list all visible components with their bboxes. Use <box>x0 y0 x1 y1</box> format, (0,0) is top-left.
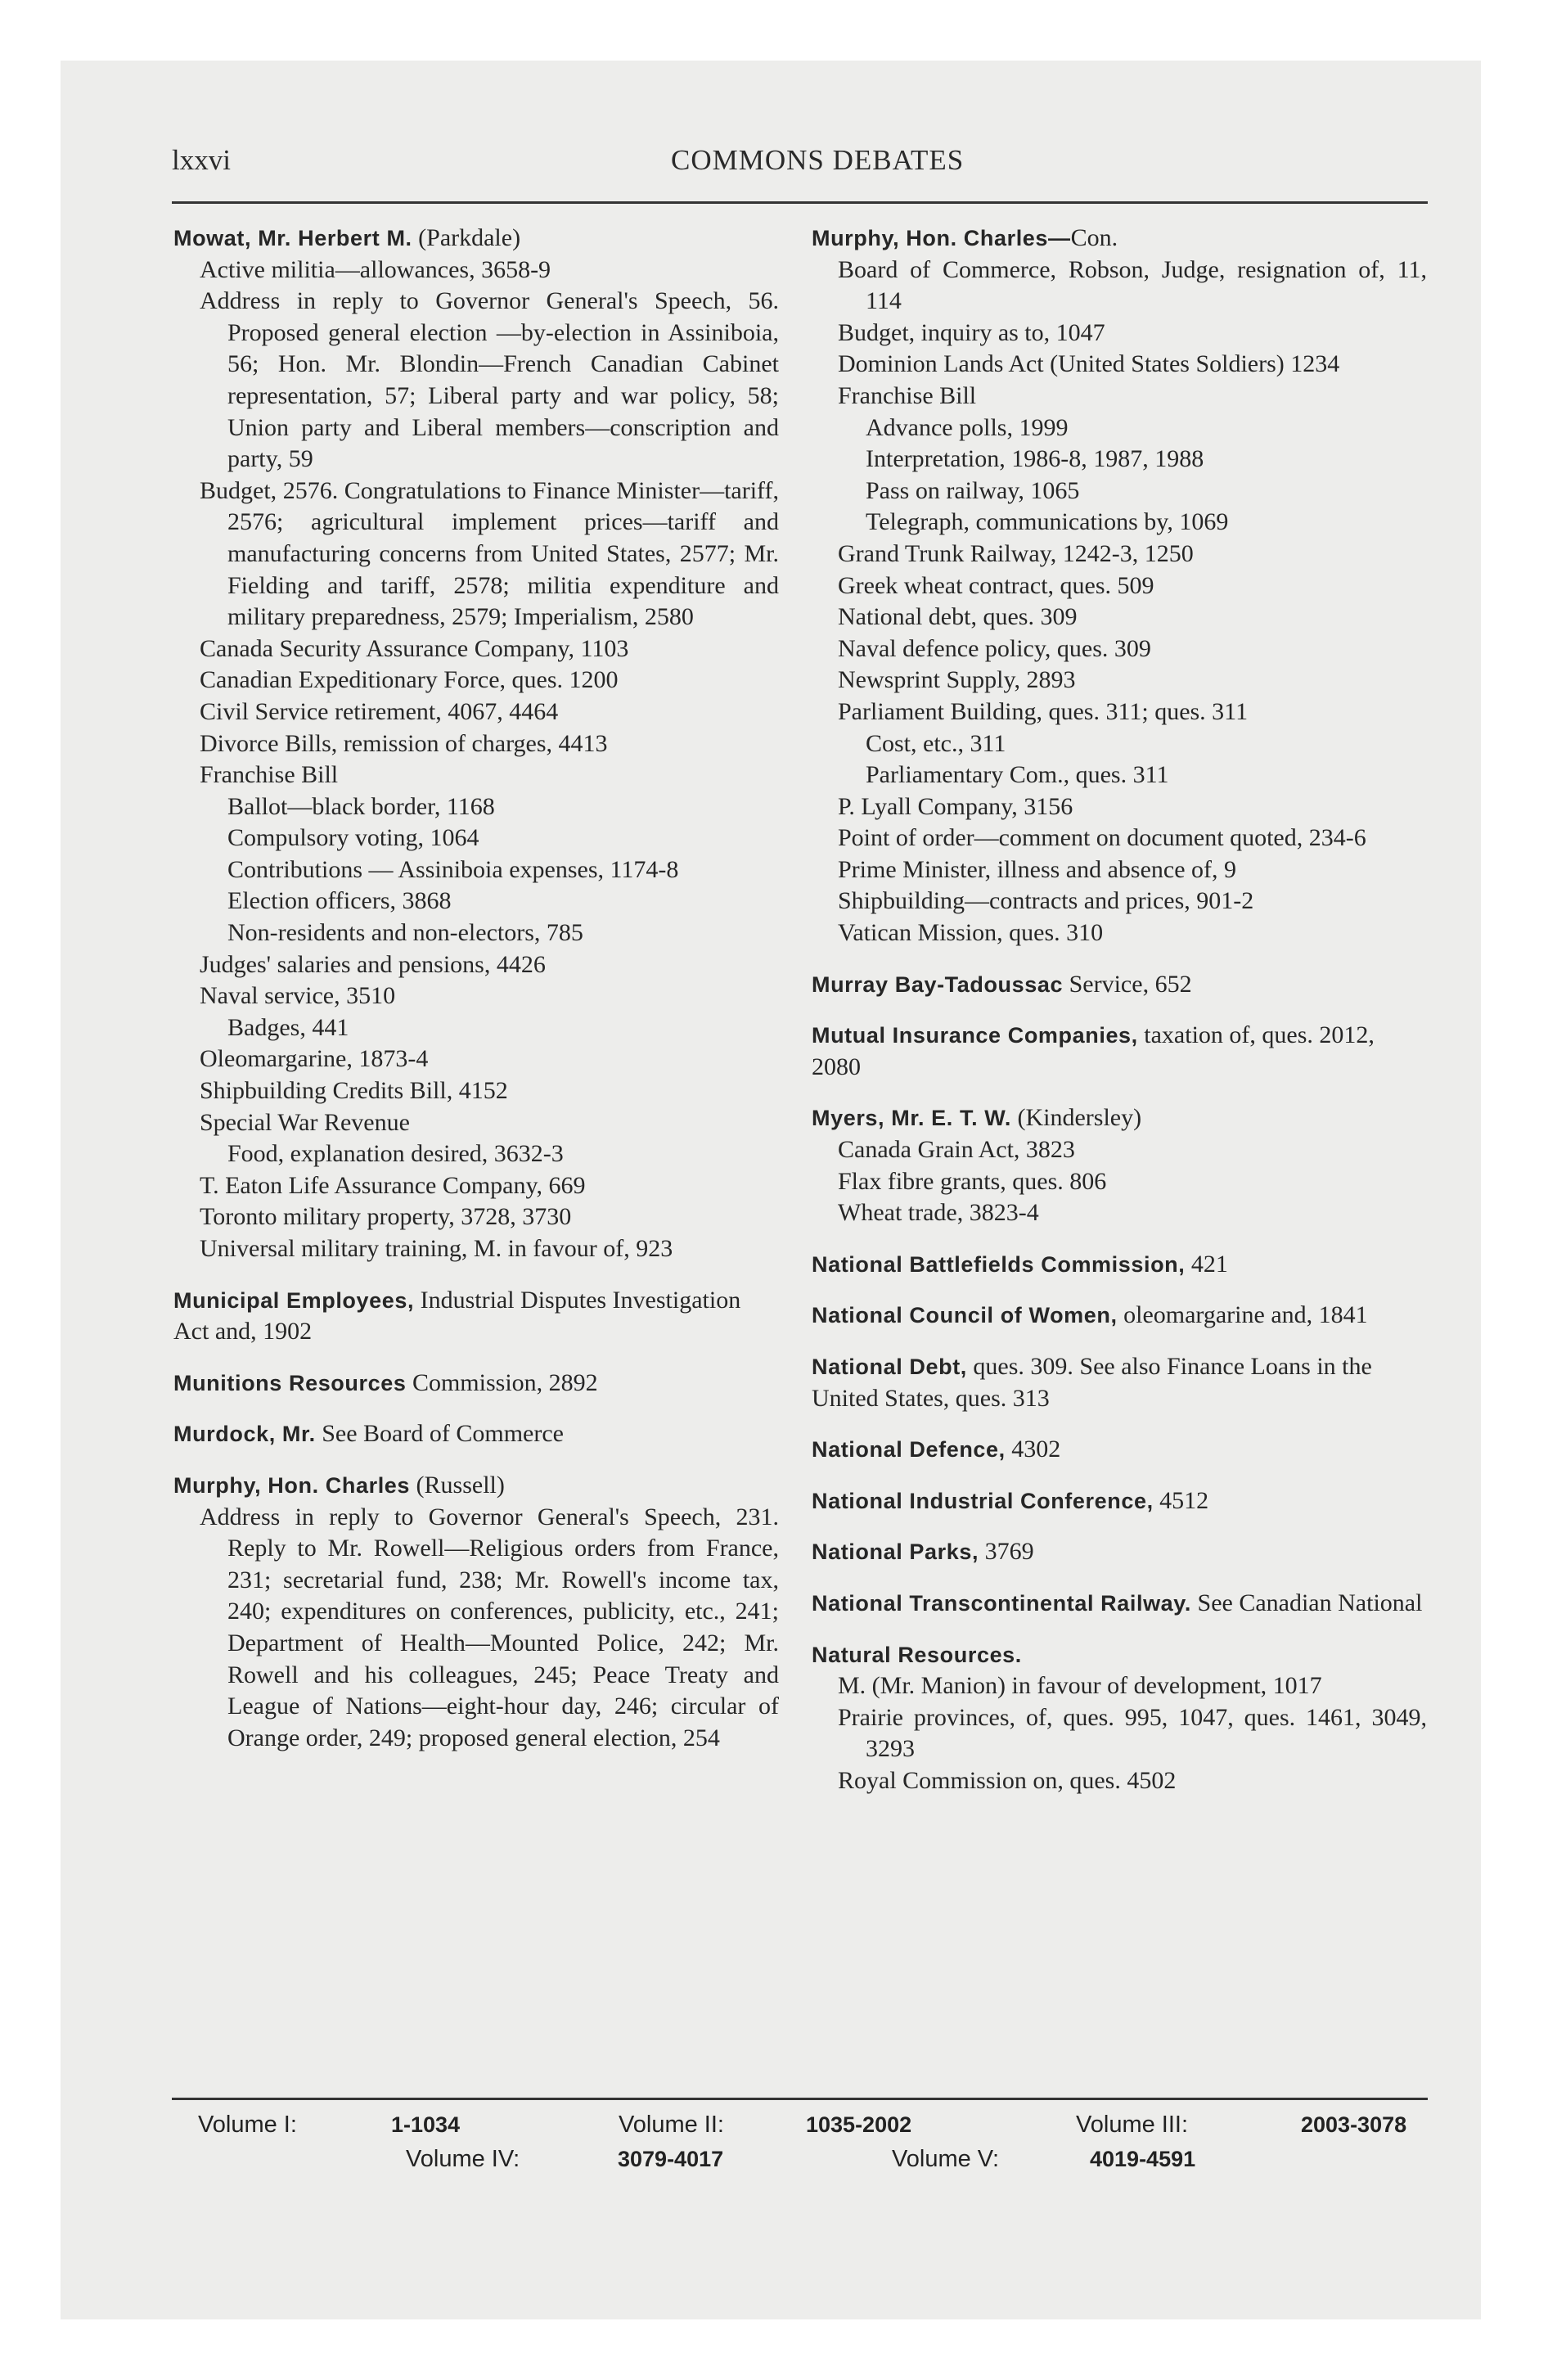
entry-heading <box>812 1249 1427 1281</box>
entry-heading <box>812 1588 1427 1620</box>
subentry: Franchise Bill <box>200 761 339 789</box>
index-entry <box>812 1020 1427 1083</box>
subentry: Address in reply to Governor General's Speech, 231. Reply to Mr. Rowell—Religious orders from France, 231; secretarial fund, 238; Mr. Rowell's income tax, 240; expenditures on conferences, publicity, etc., 241; Department of Health—Mounted Police, 242; Mr. Rowell and his colleagues, 245; Peace Treaty and League of Nations—eight-hour day, 246; circular of Orange order, 249; proposed general election, 254 <box>200 1503 779 1751</box>
sub-subentry: Election officers, 3868 <box>227 887 452 915</box>
sub-subentry: Pass on railway, 1065 <box>866 476 1080 504</box>
entry-name: Natural Resources. <box>812 1642 1022 1667</box>
entry-heading <box>173 1368 779 1400</box>
sub-subentry: Badges, 441 <box>227 1013 349 1041</box>
entry-heading <box>812 1351 1427 1414</box>
volume-key-footer <box>172 2107 1428 2188</box>
subentry: Shipbuilding Credits Bill, 4152 <box>200 1077 508 1105</box>
subentry: Shipbuilding—contracts and prices, 901-2 <box>838 887 1254 915</box>
sub-subentry: Contributions — Assiniboia expenses, 1174-8 <box>227 855 679 883</box>
sub-subentry: Ballot—black border, 1168 <box>227 792 495 820</box>
index-entry <box>812 1102 1427 1228</box>
volume-5-range: 4019-4591 <box>1090 2147 1196 2171</box>
subentry: Naval service, 3510 <box>200 982 396 1010</box>
subentry: Canada Security Assurance Company, 1103 <box>200 634 629 662</box>
volume-4-range: 3079-4017 <box>618 2147 724 2171</box>
subentry: Canada Grain Act, 3823 <box>838 1136 1075 1164</box>
subentry: Prairie provinces, of, ques. 995, 1047, ques. 1461, 3049, 3293 <box>838 1703 1427 1763</box>
index-entry <box>812 223 1427 949</box>
volume-2-range: 1035-2002 <box>806 2112 912 2137</box>
subentry: Franchise Bill <box>838 381 977 409</box>
entry-detail: ques. 309. See also Finance Loans in the United States, ques. 313 <box>812 1353 1372 1412</box>
entry-name: National Industrial Conference, <box>812 1488 1154 1513</box>
subentry: National debt, ques. 309 <box>838 603 1078 631</box>
index-entry <box>812 1639 1427 1797</box>
sub-subentry: Compulsory voting, 1064 <box>227 824 479 852</box>
entry-name: National Transcontinental Railway. <box>812 1590 1192 1616</box>
entry-name: Murphy, Hon. Charles <box>173 1472 411 1498</box>
entry-detail: Industrial Disputes Investigation Act and, 1902 <box>173 1286 741 1346</box>
subentry: T. Eaton Life Assurance Company, 669 <box>200 1171 586 1199</box>
index-entry <box>812 1588 1427 1620</box>
subentry: P. Lyall Company, 3156 <box>838 792 1073 820</box>
subentry: Address in reply to Governor General's Speech, 56. Proposed general election —by-election in Assiniboia, 56; Hon. Mr. Blondin—French Canadian Cabinet representation, 57; Liberal party and war policy, 58; Union party and Liberal members—conscription and party, 59 <box>200 287 779 473</box>
entry-detail: 4512 <box>1153 1486 1209 1514</box>
header-rule <box>172 201 1428 204</box>
subentry: Greek wheat contract, ques. 509 <box>838 571 1154 599</box>
index-entry <box>812 969 1427 1001</box>
sub-subentry: Non-residents and non-electors, 785 <box>227 919 583 947</box>
subentry: Judges' salaries and pensions, 4426 <box>200 950 546 978</box>
entry-name: National Debt, <box>812 1355 967 1379</box>
volume-1-label: Volume I: <box>198 2112 297 2138</box>
subentry: Civil Service retirement, 4067, 4464 <box>200 697 559 725</box>
entry-detail: 4302 <box>1005 1436 1061 1463</box>
entry-detail: oleomargarine and, 1841 <box>1117 1301 1368 1329</box>
volume-5-label: Volume V: <box>892 2146 1000 2172</box>
index-entry <box>812 1434 1427 1466</box>
entry-heading <box>812 223 1427 255</box>
entry-name: Murphy, Hon. Charles— <box>812 226 1071 250</box>
subentry: Parliament Building, ques. 311; ques. 311 <box>838 697 1249 725</box>
entry-heading <box>173 1285 779 1348</box>
index-entry <box>812 1249 1427 1281</box>
entry-name: National Parks, <box>812 1539 979 1565</box>
entry-detail: (Parkdale) <box>412 224 521 251</box>
index-entry <box>812 1536 1427 1568</box>
entry-detail: See Canadian National <box>1191 1589 1423 1616</box>
sub-subentry: Cost, etc., 311 <box>866 729 1006 757</box>
sub-subentry: Advance polls, 1999 <box>866 413 1069 441</box>
footer-rule <box>172 2098 1428 2100</box>
volume-3-label: Volume III: <box>1076 2112 1189 2138</box>
index-entry <box>173 1470 779 1754</box>
entry-heading <box>812 969 1427 1001</box>
subentry: Dominion Lands Act (United States Soldiers) 1234 <box>838 350 1340 378</box>
index-entry <box>173 1368 779 1400</box>
subentry: Vatican Mission, ques. 310 <box>838 919 1104 947</box>
right-column <box>812 223 1427 1817</box>
index-entry <box>173 1285 779 1348</box>
entry-heading <box>812 1536 1427 1568</box>
entry-heading <box>812 1102 1427 1134</box>
subentry: Board of Commerce, Robson, Judge, resignation of, 11, 114 <box>838 255 1427 315</box>
subentry: Toronto military property, 3728, 3730 <box>200 1203 572 1231</box>
volume-3-range: 2003-3078 <box>1301 2112 1407 2137</box>
volume-1-range: 1-1034 <box>391 2112 461 2137</box>
index-entry <box>812 1485 1427 1517</box>
entry-name: National Council of Women, <box>812 1303 1118 1328</box>
entry-name: Municipal Employees, <box>173 1287 415 1313</box>
sub-subentry: Telegraph, communications by, 1069 <box>866 508 1229 536</box>
entry-name: Munitions Resources <box>173 1370 407 1395</box>
entry-detail: 421 <box>1185 1250 1228 1278</box>
subentry: Point of order—comment on document quoted, 234-6 <box>838 824 1366 852</box>
subentry: Special War Revenue <box>200 1108 410 1136</box>
subentry: Oleomargarine, 1873-4 <box>200 1045 429 1073</box>
subentry: Prime Minister, illness and absence of, 9 <box>838 855 1237 883</box>
running-title: COMMONS DEBATES <box>671 144 965 176</box>
sub-subentry: Interpretation, 1986-8, 1987, 1988 <box>866 445 1204 473</box>
entry-heading <box>173 223 779 255</box>
entry-name: Mutual Insurance Companies, <box>812 1023 1138 1048</box>
subentry: Wheat trade, 3823-4 <box>838 1199 1039 1227</box>
entry-detail: See Board of Commerce <box>315 1420 564 1448</box>
subentry: Budget, inquiry as to, 1047 <box>838 318 1105 346</box>
entry-name: Murray Bay-Tadoussac <box>812 971 1064 997</box>
entry-heading <box>812 1300 1427 1332</box>
entry-detail: taxation of, ques. 2012, 2080 <box>812 1021 1375 1080</box>
left-column <box>173 223 779 1774</box>
page-header <box>106 79 1442 176</box>
entry-detail: Service, 652 <box>1063 970 1192 998</box>
entry-detail: 3769 <box>979 1538 1034 1566</box>
entry-detail: Commission, 2892 <box>406 1368 598 1396</box>
entry-name: National Defence, <box>812 1437 1006 1463</box>
entry-name: Mowat, Mr. Herbert M. <box>173 226 412 250</box>
subentry: Royal Commission on, ques. 4502 <box>838 1766 1177 1794</box>
entry-detail: (Russell) <box>410 1471 505 1499</box>
volume-2-label: Volume II: <box>619 2112 724 2138</box>
entry-detail: Con. <box>1070 224 1118 251</box>
subentry: Naval defence policy, ques. 309 <box>838 634 1151 662</box>
subentry: Budget, 2576. Congratulations to Finance Minister—tariff, 2576; agricultural implement prices—tariff and manufacturing concerns from United States, 2577; Mr. Fielding and tariff, 2578; militia expenditure and military preparedness, 2579; Imperialism, 2580 <box>200 476 779 631</box>
index-entry <box>812 1351 1427 1414</box>
entry-detail: (Kindersley) <box>1010 1104 1142 1132</box>
sub-subentry: Parliamentary Com., ques. 311 <box>866 761 1169 789</box>
entry-name: Myers, Mr. E. T. W. <box>812 1106 1011 1131</box>
volume-4-label: Volume IV: <box>406 2146 520 2172</box>
index-entry <box>173 1418 779 1450</box>
entry-heading <box>173 1418 779 1450</box>
index-entry <box>173 223 779 1265</box>
entry-heading <box>812 1639 1427 1671</box>
entry-heading <box>812 1434 1427 1466</box>
subentry: Active militia—allowances, 3658-9 <box>200 255 551 283</box>
subentry: Divorce Bills, remission of charges, 4413 <box>200 729 608 757</box>
subentry: Canadian Expeditionary Force, ques. 1200 <box>200 666 619 694</box>
subentry: Flax fibre grants, ques. 806 <box>838 1167 1107 1195</box>
entry-heading <box>812 1020 1427 1083</box>
entry-name: National Battlefields Commission, <box>812 1251 1186 1277</box>
entry-heading <box>173 1470 779 1502</box>
index-entry <box>812 1300 1427 1332</box>
sub-subentry: Food, explanation desired, 3632-3 <box>227 1140 564 1168</box>
entry-heading <box>812 1485 1427 1517</box>
subentry: Newsprint Supply, 2893 <box>838 666 1076 694</box>
entry-name: Murdock, Mr. <box>173 1422 316 1447</box>
subentry: Universal military training, M. in favour of, 923 <box>200 1235 673 1262</box>
subentry: Grand Trunk Railway, 1242-3, 1250 <box>838 539 1194 567</box>
subentry: M. (Mr. Manion) in favour of development, 1017 <box>838 1672 1322 1700</box>
page-number: lxxvi <box>172 144 231 176</box>
